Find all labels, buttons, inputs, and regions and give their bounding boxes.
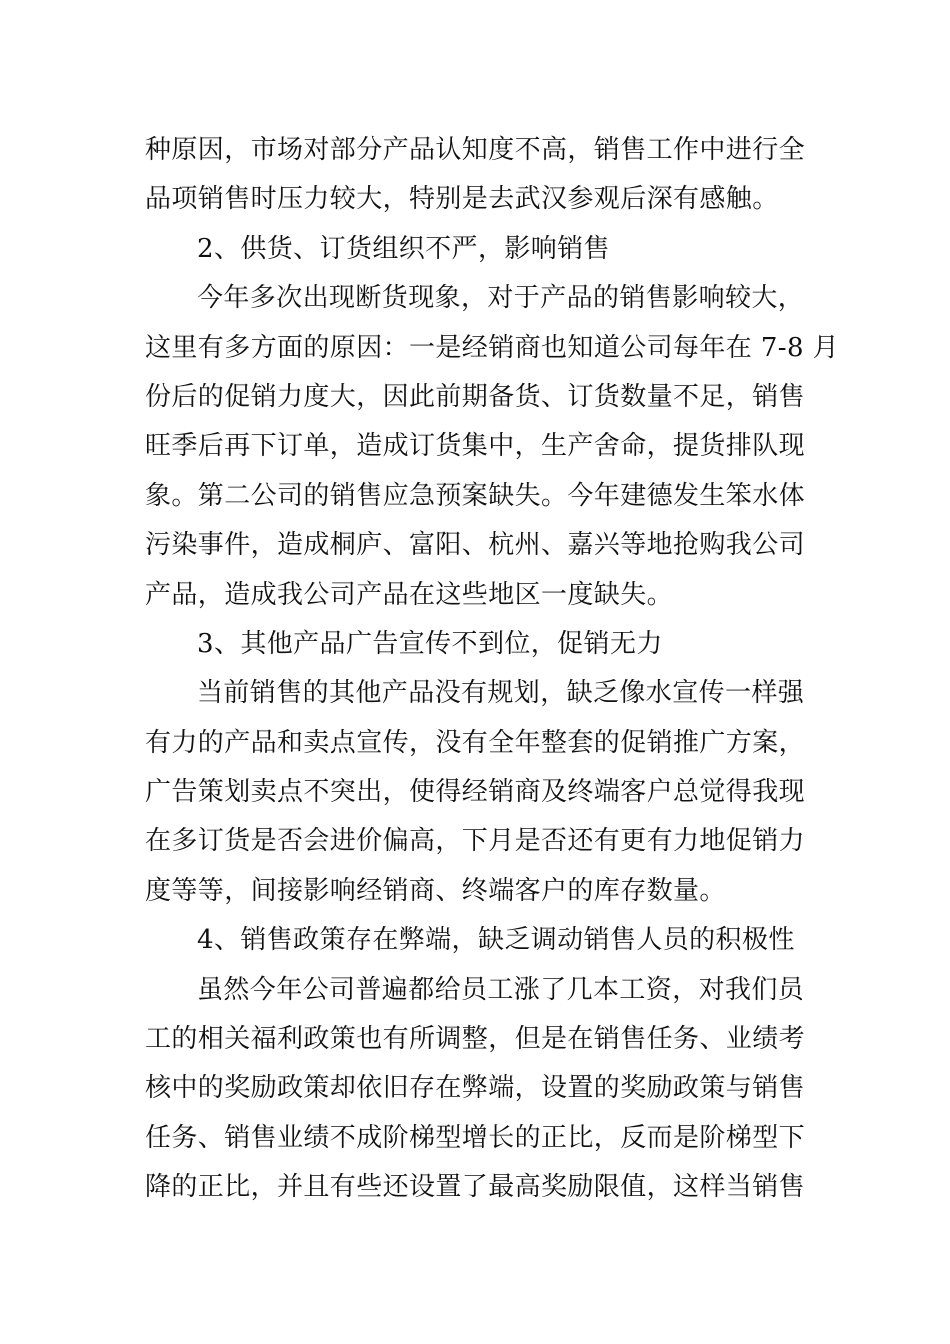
- text-line: 度等等，间接影响经销商、终端客户的库存数量。: [145, 875, 726, 906]
- text-line: 象。第二公司的销售应急预案缺失。今年建德发生笨水体: [145, 480, 806, 511]
- text-line: 品项销售时压力较大，特别是去武汉参观后深有感触。: [145, 184, 779, 215]
- section-heading: 4、销售政策存在弊端，缺乏调动销售人员的积极性: [197, 925, 795, 956]
- text-line: 污染事件，造成桐庐、富阳、杭州、嘉兴等地抢购我公司: [145, 530, 806, 561]
- text-line: 任务、销售业绩不成阶梯型增长的正比，反而是阶梯型下: [145, 1122, 806, 1153]
- text-line: 当前销售的其他产品没有规划，缺乏像水宣传一样强: [197, 678, 805, 709]
- text-line: 广告策划卖点不突出，使得经销商及终端客户总觉得我现: [145, 777, 806, 808]
- text-line: 降的正比，并且有些还设置了最高奖励限值，这样当销售: [145, 1172, 806, 1203]
- text-line: 今年多次出现断货现象，对于产品的销售影响较大，: [197, 283, 805, 314]
- text-line: 有力的产品和卖点宣传，没有全年整套的促销推广方案，: [145, 727, 806, 758]
- text-line: 虽然今年公司普遍都给员工涨了几本工资，对我们员: [197, 974, 805, 1005]
- text-line: 核中的奖励政策却依旧存在弊端，设置的奖励政策与销售: [145, 1073, 806, 1104]
- text-line: 工的相关福利政策也有所调整，但是在销售任务、业绩考: [145, 1024, 806, 1055]
- text-line: 旺季后再下订单，造成订货集中，生产舍命，提货排队现: [145, 431, 806, 462]
- section-heading: 3、其他产品广告宣传不到位，促销无力: [197, 628, 663, 659]
- text-line: 产品，造成我公司产品在这些地区一度缺失。: [145, 579, 674, 610]
- section-heading: 2、供货、订货组织不严，影响销售: [197, 233, 610, 264]
- document-body: [145, 126, 839, 1213]
- text-line: 种原因，市场对部分产品认知度不高，销售工作中进行全: [145, 135, 806, 165]
- text-line: 份后的促销力度大，因此前期备货、订货数量不足，销售: [145, 381, 806, 412]
- text-line: 在多订货是否会进价偏高，下月是否还有更有力地促销力: [145, 826, 806, 857]
- text-line: 这里有多方面的原因：一是经销商也知道公司每年在 7-8 月: [145, 332, 839, 363]
